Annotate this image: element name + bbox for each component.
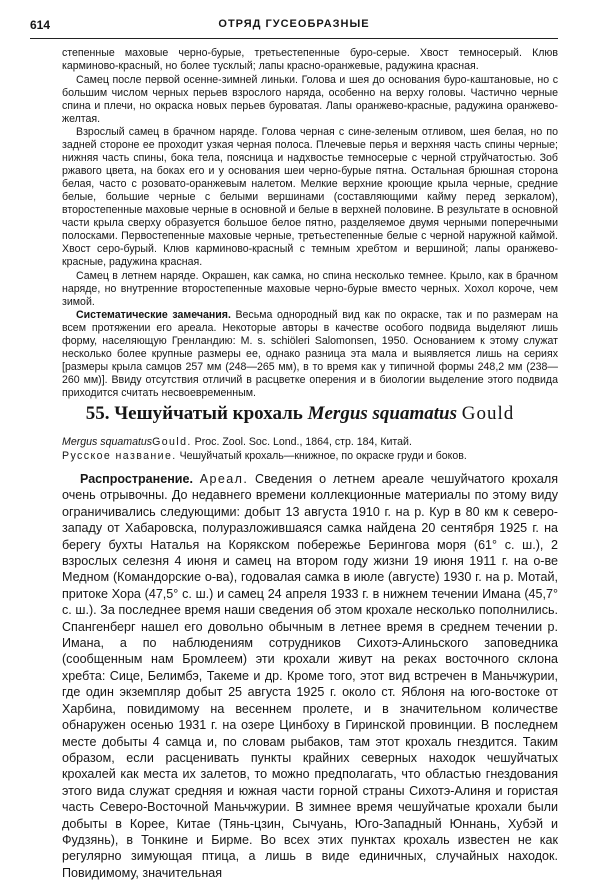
distribution-lead: Распространение. <box>80 472 193 486</box>
russian-name-label: Русское название. <box>62 449 177 462</box>
species-citation <box>62 436 558 463</box>
citation-reference: Proc. Zool. Soc. Lond., 1864, стр. 184, Китай. <box>194 436 412 448</box>
species-latin-name: Mergus squamatus <box>307 403 458 424</box>
species-author: Gould <box>461 403 515 424</box>
paragraph-first-winter-male: Самец после первой осенне-зимней линьки. Голова и шея до основания буро-каштановые, но с большим числом черных перьев взрослого наряда, особенно на верху головы. Частично черные спина и плечи, но окраска новых перьев буроватая. Лапы оранжево-красные, радужина оранжево-желтая. <box>62 74 558 126</box>
page-number: 614 <box>30 18 51 32</box>
citation-latin: Mergus squamatus <box>62 436 153 448</box>
page-header <box>30 16 558 39</box>
continuation-paragraph: степенные маховые черно-бурые, третьестепенные буро-серые. Хвост темносерый. Клюв карминово-красный, но более тусклый; лапы красно-оранжевые, радужина красная. <box>62 47 558 73</box>
species-common-name: Чешуйчатый крохаль <box>114 403 303 424</box>
running-title: ОТРЯД ГУСЕОБРАЗНЫЕ <box>218 18 370 30</box>
species-number: 55. <box>85 403 110 424</box>
distribution-text: Сведения о летнем ареале чешуйчатого крохаля очень отрывочны. До недавнего времени коллекционные материалы по этому виду ограничивались следующими: добыт 13 августа 1910 г. на р. Кур в 80 км к северо-западу от Хабаровска, полуразложившаяся самка найдена 20 сентября 1925 г. на берегу бухты Наталья на Корякском побережье Берингова моря (61° с. ш.), 2 взрослых селезня 4 июня и самец на втором году жизни 19 июня 1911 г. на о-ве Медном (Командорские о-ва), годовалая самка в июле (августе) 1930 г. на р. Мотай, притоке Хора (47,5° с. ш.) и самец 24 апреля 1933 г. в нижнем течении Имана (45,7° с. ш.). За последнее время наши сведения об этом крохале несколько пополнились. Спангенберг нашел его довольно обычным в летнее время в среднем течении р. Имана, а по наблюдениям сотрудников Сихотэ-Алиньского заповедника (сообщенным нам Бромлеем) эти крохали живут на реках восточного склона хребта: Сице, Белимбэ, Такеме и др. Кроме того, этот вид встречен в Маньчжурии, где один экземпляр добыт 25 августа 1925 г. около ст. Яблоня на юго-востоке от Харбина, повидимому на весеннем пролете, и в значительном количестве обнаружен осенью 1931 г. на озере Цинбоху в Гиринской провинции. В последнем месте добыты 4 самца и, по словам рыбаков, там этот крохаль гнездится. Таким образом, если расценивать пункты крайних северных находок чешуйчатых крохалей как места их залетов, то можно предполагать, что областью гнездования этого вида служат средняя и южная части горной страны Сихотэ-Алиня и гористая часть Северо-Восточной Маньчжурии. В зимнее время чешуйчатые крохали были добыты в Корее, Китае (Тянь-цзин, Сычуань, Юго-Западный Юннань, Хубэй и Фудзянь), в Тонкине и Бирме. Во всех этих пунктах крохаль известен не как регулярно зимующая птица, а лишь в виде единичных, случайных находок. Повидимому, значительная <box>62 472 558 880</box>
paragraph-breeding-male: Взрослый самец в брачном наряде. Голова черная с сине-зеленым отливом, шея белая, но по задней стороне ее проходит узкая черная полоса. Плечевые перья и верхняя часть спины черные; нижняя часть спины, бока тела, поясница и надхвостье темносерые с черной струйчатостью. Зоб ржавого цвета, на боках его и у основания шеи черно-бурые пятна. Остальная брюшная сторона белая, часто с розовато-оранжевым налетом. Мелкие верхние кроющие крыла черные, средние белые, большие черные с белыми вершинами (составляющими кайму перед зеркалом), второстепенные маховые черные в основной и белые в верхней половине. В результате в основной части крыла сверху образуется большое белое пятно, разделяемое двумя черными поперечными полосками. Первостепенные маховые черные, третьестепенные белые с черной наружной каймой. Хвост серо-бурый. Клюв карминово-красный с темным хребтом и вершиной; лапы оранжево-красные, радужина красная. <box>62 126 558 269</box>
paragraph-systematics <box>62 309 558 400</box>
distribution-subhead: Ареал. <box>199 472 249 486</box>
paragraph-summer-male: Самец в летнем наряде. Окрашен, как самка, но спина несколько темнее. Крыло, как в брачном наряде, но внутренние второстепенные маховые черно-бурые вместо черных. Хохол короче, чем зимой. <box>62 270 558 309</box>
systematics-text: Весьма однородный вид как по окраске, так и по размерам на всем протяжении его ареала. Некоторые авторы в качестве особого подвида выделяют лишь форму, населяющую Гренландию: M. s. schiöleri Salomonsen, 1950. Основанием к этому служат несколько более крупные размеры ее, однако разница эта мала и выявляется лишь на сериях [размеры крыла самцов 257 мм (248—265 мм), в то время как у типичной формы 248,2 мм (238—260 мм)]. Ввиду отсутствия отличий в расцветке оперения и в биологии выделение этого подвида приходится считать несвоевременным. <box>62 309 558 400</box>
russian-name-text: Чешуйчатый крохаль—книжное, по окраске груди и боков. <box>179 449 467 462</box>
distribution-paragraph <box>62 471 558 881</box>
species-heading <box>0 403 600 425</box>
systematics-lead: Систематические замечания. <box>76 309 231 321</box>
citation-author: Gould. <box>152 436 192 448</box>
